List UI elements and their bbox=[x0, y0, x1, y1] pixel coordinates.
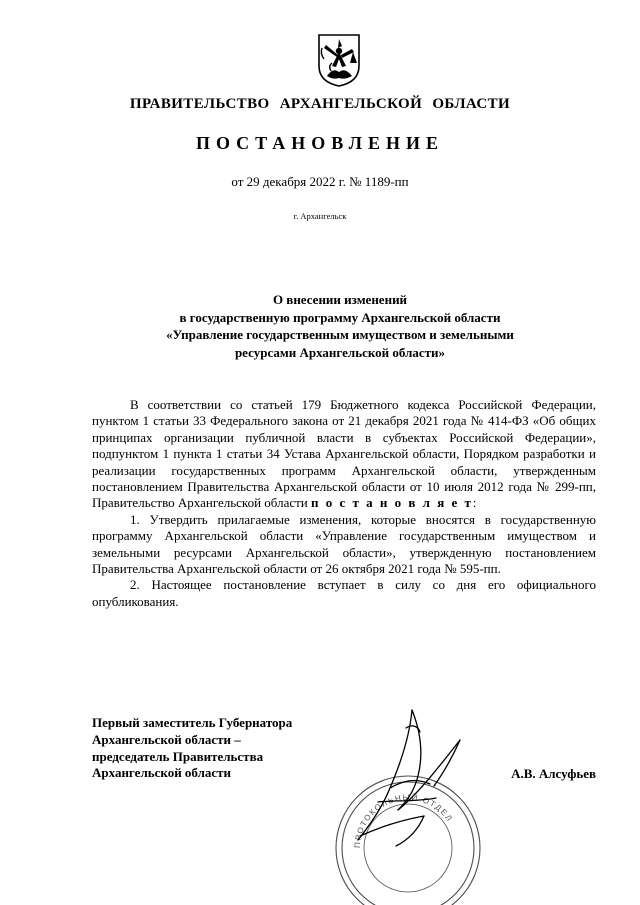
signer-name: А.В. Алсуфьев bbox=[511, 766, 596, 781]
decree-word: п о с т а н о в л я е т bbox=[311, 495, 473, 511]
decree-colon: : bbox=[472, 495, 477, 511]
signer-position-line: Первый заместитель Губернатора bbox=[92, 715, 293, 730]
title-line: О внесении изменений bbox=[272, 292, 408, 307]
signer-position-line: председатель Правительства bbox=[92, 748, 264, 764]
item-1-paragraph: 1. Утвердить прилагаемые изменения, которые вносятся в государственную программу Архангельской области «Управление государственным имуществом и земельными ресурсами Архангельской области», утвержденную постановлением Правительства Архангельской области от 26 октября 2021 года № 595-пп. bbox=[92, 511, 596, 577]
organization-name: ПРАВИТЕЛЬСТВО АРХАНГЕЛЬСКОЙ ОБЛАСТИ bbox=[129, 96, 511, 112]
arkhangelsk-coat-of-arms-icon bbox=[317, 32, 361, 88]
document-city: г. Архангельск bbox=[293, 211, 347, 221]
document-title bbox=[110, 291, 570, 361]
item-2-paragraph: 2. Настоящее постановление вступает в силу со дня его официального опубликования. bbox=[92, 577, 596, 609]
stamp-text: ПРОТОКОЛЬНЫЙ ОТДЕЛ bbox=[352, 792, 455, 849]
title-line: «Управление государственным имуществом и земельными bbox=[166, 327, 514, 342]
signer-position-line: Архангельской области – bbox=[92, 731, 241, 747]
signer-position bbox=[92, 715, 352, 782]
signature-and-stamp bbox=[320, 690, 500, 905]
document-date-number: от 29 декабря 2022 г. № 1189-пп bbox=[231, 174, 409, 189]
signer-position-line: Архангельской области bbox=[92, 765, 232, 781]
handwritten-signature-icon bbox=[358, 710, 460, 846]
title-line: в государственную программу Архангельской области bbox=[179, 309, 501, 325]
preamble-text: В соответствии со статьей 179 Бюджетного кодекса Российской Федерации, пунктом 1 статьи 33 Федерального закона от 21 декабря 2021 года № 414-ФЗ «Об общих принципах организации публичной власти в субъектах Российской Федерации», подпунктом 1 пункта 1 статьи 34 Устава Архангельской области, Порядком разработки и реализации государственных программ Архангельской области, утвержденным постановлением Правительства Архангельской области от 10 июля 2012 года № 299-пп, Правительство Архангельской области bbox=[92, 397, 596, 511]
document-body bbox=[92, 397, 596, 610]
document-type: ПОСТАНОВЛЕНИЕ bbox=[195, 133, 445, 153]
preamble-paragraph bbox=[92, 397, 596, 512]
title-line: ресурсами Архангельской области» bbox=[234, 344, 446, 360]
